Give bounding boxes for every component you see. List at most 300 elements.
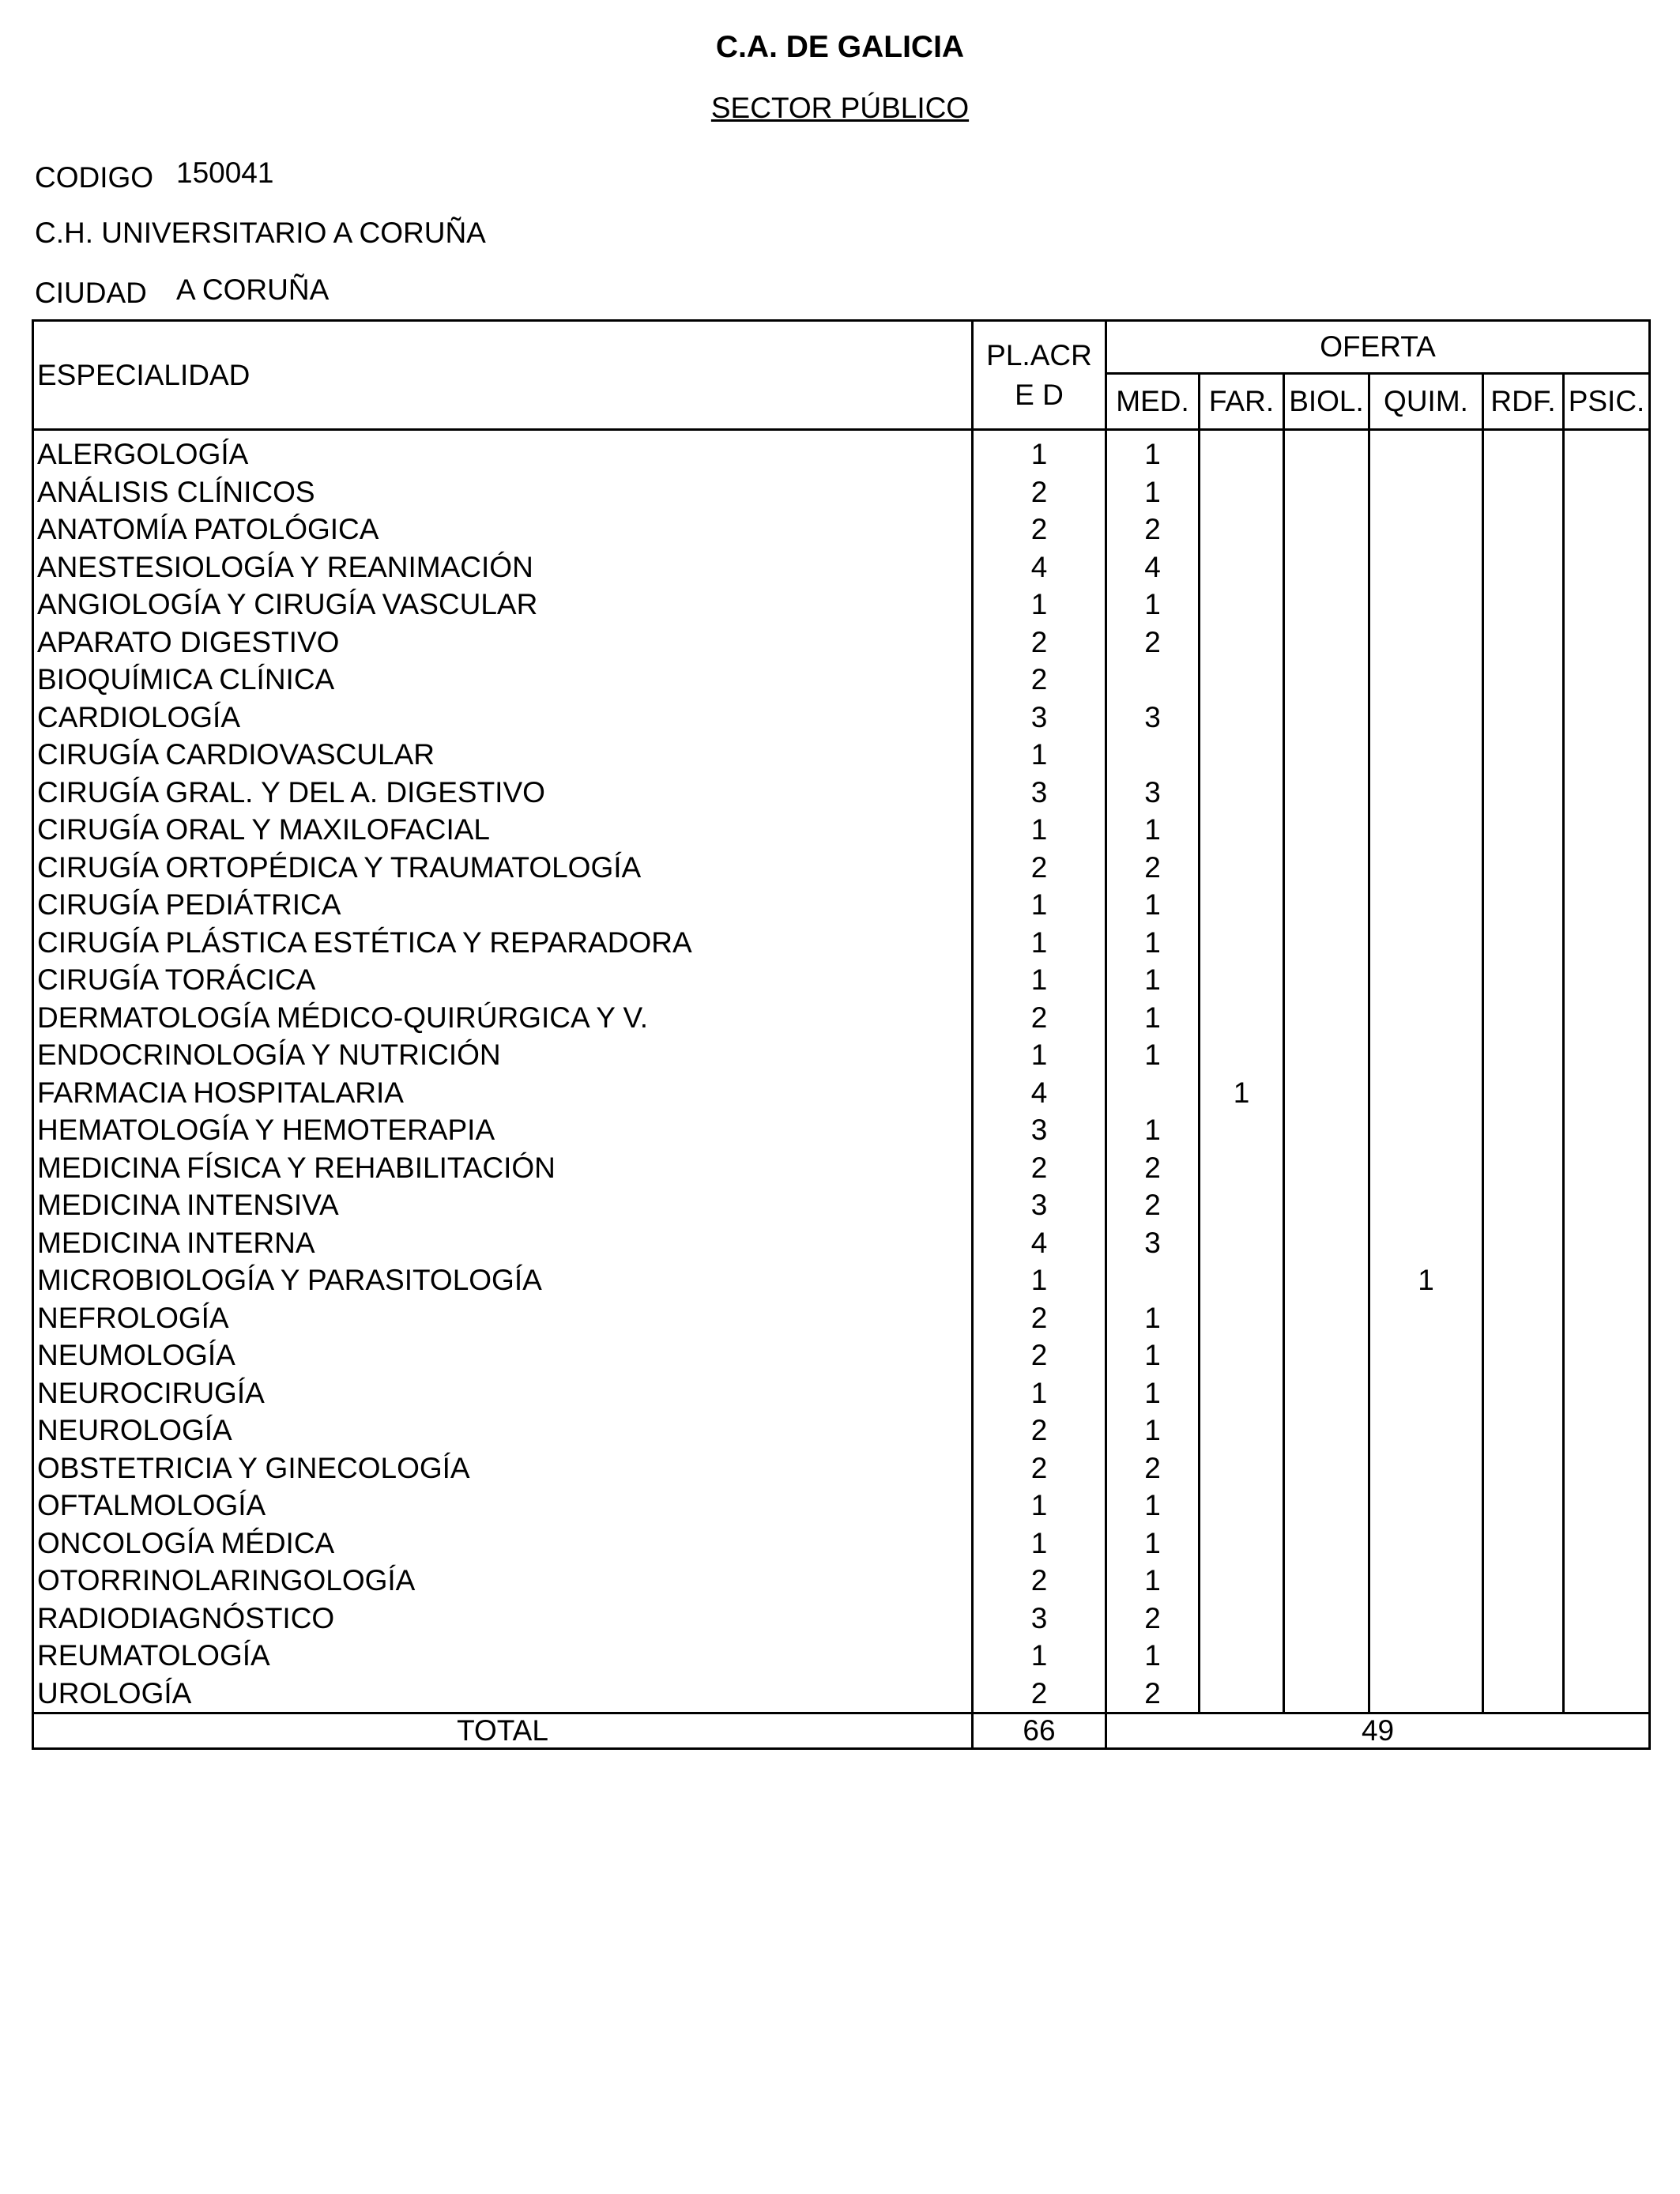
table-row	[33, 924, 1650, 962]
cell-quim	[1369, 586, 1483, 624]
cell-quim: 1	[1369, 1261, 1483, 1299]
total-label: TOTAL	[33, 1713, 973, 1749]
cell-med: 3	[1106, 1224, 1200, 1262]
cell-psic	[1564, 1186, 1650, 1224]
cell-med: 2	[1106, 624, 1200, 662]
header-biol: BIOL.	[1284, 374, 1369, 430]
cell-pl: 2	[973, 624, 1106, 662]
cell-psic	[1564, 1224, 1650, 1262]
table-row	[33, 1675, 1650, 1713]
cell-biol	[1284, 661, 1369, 699]
cell-biol	[1284, 924, 1369, 962]
cell-especialidad: CIRUGÍA GRAL. Y DEL A. DIGESTIVO	[33, 774, 973, 812]
cell-rdf	[1483, 1149, 1564, 1187]
cell-quim	[1369, 1675, 1483, 1713]
cell-psic	[1564, 1299, 1650, 1337]
cell-pl: 1	[973, 1525, 1106, 1563]
cell-psic	[1564, 1675, 1650, 1713]
cell-pl: 2	[973, 473, 1106, 511]
cell-rdf	[1483, 924, 1564, 962]
cell-rdf	[1483, 1336, 1564, 1374]
cell-especialidad: MICROBIOLOGÍA Y PARASITOLOGÍA	[33, 1261, 973, 1299]
cell-far	[1200, 999, 1284, 1037]
cell-especialidad: RADIODIAGNÓSTICO	[33, 1600, 973, 1638]
table-row	[33, 1336, 1650, 1374]
cell-psic	[1564, 1261, 1650, 1299]
table-row	[33, 961, 1650, 999]
table-row	[33, 1600, 1650, 1638]
cell-psic	[1564, 1374, 1650, 1412]
cell-rdf	[1483, 1412, 1564, 1449]
cell-far	[1200, 774, 1284, 812]
page-title: C.A. DE GALICIA	[715, 30, 965, 64]
cell-rdf	[1483, 886, 1564, 924]
table-row	[33, 1374, 1650, 1412]
cell-med: 1	[1106, 1036, 1200, 1074]
cell-biol	[1284, 811, 1369, 849]
cell-biol	[1284, 1224, 1369, 1262]
cell-pl: 1	[973, 1374, 1106, 1412]
cell-far	[1200, 1600, 1284, 1638]
table-row	[33, 849, 1650, 887]
cell-pl: 1	[973, 1261, 1106, 1299]
cell-biol	[1284, 774, 1369, 812]
cell-med: 2	[1106, 1600, 1200, 1638]
cell-psic	[1564, 661, 1650, 699]
cell-pl: 2	[973, 849, 1106, 887]
cell-especialidad: ONCOLOGÍA MÉDICA	[33, 1525, 973, 1563]
cell-psic	[1564, 1449, 1650, 1487]
cell-especialidad: CIRUGÍA ORAL Y MAXILOFACIAL	[33, 811, 973, 849]
cell-especialidad: CIRUGÍA PLÁSTICA ESTÉTICA Y REPARADORA	[33, 924, 973, 962]
header-plazas-acreditadas-text: PL.ACRE D	[986, 338, 1092, 411]
cell-psic	[1564, 624, 1650, 662]
cell-biol	[1284, 1074, 1369, 1112]
cell-far	[1200, 1525, 1284, 1563]
table-row	[33, 999, 1650, 1037]
cell-far	[1200, 736, 1284, 774]
cell-quim	[1369, 473, 1483, 511]
cell-quim	[1369, 1299, 1483, 1337]
cell-far	[1200, 624, 1284, 662]
cell-pl: 2	[973, 1336, 1106, 1374]
cell-med: 3	[1106, 699, 1200, 737]
cell-psic	[1564, 1412, 1650, 1449]
cell-psic	[1564, 1111, 1650, 1149]
cell-far	[1200, 1637, 1284, 1675]
cell-pl: 1	[973, 1487, 1106, 1525]
cell-quim	[1369, 511, 1483, 548]
table-row	[33, 1525, 1650, 1563]
cell-especialidad: NEUMOLOGÍA	[33, 1336, 973, 1374]
cell-far	[1200, 473, 1284, 511]
cell-far	[1200, 1299, 1284, 1337]
cell-especialidad: OFTALMOLOGÍA	[33, 1487, 973, 1525]
cell-med: 1	[1106, 586, 1200, 624]
table-row	[33, 1111, 1650, 1149]
table-row	[33, 1186, 1650, 1224]
cell-med: 2	[1106, 849, 1200, 887]
cell-rdf	[1483, 1374, 1564, 1412]
cell-psic	[1564, 586, 1650, 624]
cell-quim	[1369, 1562, 1483, 1600]
cell-especialidad: NEUROLOGÍA	[33, 1412, 973, 1449]
cell-especialidad: HEMATOLOGÍA Y HEMOTERAPIA	[33, 1111, 973, 1149]
hospital-name: C.H. UNIVERSITARIO A CORUÑA	[35, 217, 486, 249]
cell-rdf	[1483, 1074, 1564, 1112]
cell-rdf	[1483, 1449, 1564, 1487]
cell-far	[1200, 849, 1284, 887]
cell-med: 1	[1106, 1374, 1200, 1412]
table-row	[33, 624, 1650, 662]
cell-psic	[1564, 548, 1650, 586]
cell-med: 1	[1106, 1111, 1200, 1149]
cell-far	[1200, 1449, 1284, 1487]
cell-rdf	[1483, 736, 1564, 774]
cell-psic	[1564, 430, 1650, 473]
cell-especialidad: REUMATOLOGÍA	[33, 1637, 973, 1675]
cell-med: 1	[1106, 999, 1200, 1037]
cell-rdf	[1483, 774, 1564, 812]
cell-pl: 1	[973, 430, 1106, 473]
cell-biol	[1284, 1675, 1369, 1713]
cell-biol	[1284, 1261, 1369, 1299]
cell-med: 2	[1106, 1186, 1200, 1224]
cell-psic	[1564, 924, 1650, 962]
cell-quim	[1369, 699, 1483, 737]
cell-quim	[1369, 736, 1483, 774]
cell-rdf	[1483, 811, 1564, 849]
cell-rdf	[1483, 624, 1564, 662]
cell-far	[1200, 1336, 1284, 1374]
cell-biol	[1284, 886, 1369, 924]
cell-far	[1200, 548, 1284, 586]
table-row	[33, 511, 1650, 548]
cell-biol	[1284, 624, 1369, 662]
table-row	[33, 1299, 1650, 1337]
header-rdf: RDF.	[1483, 374, 1564, 430]
ciudad-label: CIUDAD	[35, 277, 147, 309]
table-row	[33, 1562, 1650, 1600]
cell-pl: 2	[973, 1675, 1106, 1713]
cell-psic	[1564, 1525, 1650, 1563]
table-row	[33, 1224, 1650, 1262]
cell-med	[1106, 1074, 1200, 1112]
cell-rdf	[1483, 1562, 1564, 1600]
cell-biol	[1284, 1336, 1369, 1374]
cell-especialidad: MEDICINA INTERNA	[33, 1224, 973, 1262]
cell-pl: 2	[973, 511, 1106, 548]
subtitle-text: SECTOR PÚBLICO	[710, 92, 970, 124]
header-med: MED.	[1106, 374, 1200, 430]
cell-med	[1106, 736, 1200, 774]
cell-pl: 2	[973, 1149, 1106, 1187]
cell-far	[1200, 811, 1284, 849]
cell-far	[1200, 1149, 1284, 1187]
header-far: FAR.	[1200, 374, 1284, 430]
cell-pl: 4	[973, 1224, 1106, 1262]
cell-med: 2	[1106, 1149, 1200, 1187]
header-plazas-acreditadas	[973, 321, 1106, 430]
cell-far	[1200, 1111, 1284, 1149]
cell-especialidad: ANATOMÍA PATOLÓGICA	[33, 511, 973, 548]
cell-especialidad: APARATO DIGESTIVO	[33, 624, 973, 662]
table-row	[33, 811, 1650, 849]
cell-pl: 1	[973, 886, 1106, 924]
cell-rdf	[1483, 849, 1564, 887]
cell-quim	[1369, 849, 1483, 887]
cell-rdf	[1483, 430, 1564, 473]
cell-quim	[1369, 1449, 1483, 1487]
cell-far	[1200, 1562, 1284, 1600]
cell-especialidad: NEFROLOGÍA	[33, 1299, 973, 1337]
cell-rdf	[1483, 1224, 1564, 1262]
cell-rdf	[1483, 1637, 1564, 1675]
cell-especialidad: MEDICINA INTENSIVA	[33, 1186, 973, 1224]
cell-biol	[1284, 736, 1369, 774]
table-row	[33, 661, 1650, 699]
cell-rdf	[1483, 473, 1564, 511]
cell-pl: 1	[973, 1036, 1106, 1074]
cell-biol	[1284, 849, 1369, 887]
codigo-label: CODIGO	[35, 161, 154, 194]
cell-psic	[1564, 699, 1650, 737]
cell-quim	[1369, 1186, 1483, 1224]
cell-biol	[1284, 1412, 1369, 1449]
cell-quim	[1369, 1487, 1483, 1525]
cell-pl: 3	[973, 699, 1106, 737]
cell-especialidad: CIRUGÍA ORTOPÉDICA Y TRAUMATOLOGÍA	[33, 849, 973, 887]
table-row	[33, 548, 1650, 586]
cell-rdf	[1483, 1600, 1564, 1638]
cell-biol	[1284, 1637, 1369, 1675]
cell-psic	[1564, 736, 1650, 774]
cell-pl: 3	[973, 774, 1106, 812]
cell-especialidad: BIOQUÍMICA CLÍNICA	[33, 661, 973, 699]
cell-pl: 3	[973, 1186, 1106, 1224]
codigo-value: 150041	[176, 156, 274, 189]
cell-especialidad: NEUROCIRUGÍA	[33, 1374, 973, 1412]
cell-psic	[1564, 886, 1650, 924]
cell-med: 1	[1106, 1487, 1200, 1525]
cell-far	[1200, 586, 1284, 624]
cell-quim	[1369, 430, 1483, 473]
cell-pl: 2	[973, 1562, 1106, 1600]
table-row	[33, 1036, 1650, 1074]
total-plazas: 66	[973, 1713, 1106, 1749]
cell-med: 1	[1106, 430, 1200, 473]
cell-med: 1	[1106, 961, 1200, 999]
table-row	[33, 1487, 1650, 1525]
cell-quim	[1369, 1600, 1483, 1638]
cell-med	[1106, 1261, 1200, 1299]
cell-quim	[1369, 1336, 1483, 1374]
cell-rdf	[1483, 1111, 1564, 1149]
cell-pl: 2	[973, 1299, 1106, 1337]
cell-rdf	[1483, 699, 1564, 737]
cell-biol	[1284, 1299, 1369, 1337]
cell-biol	[1284, 961, 1369, 999]
cell-especialidad: ALERGOLOGÍA	[33, 430, 973, 473]
cell-pl: 2	[973, 1412, 1106, 1449]
cell-pl: 1	[973, 811, 1106, 849]
cell-rdf	[1483, 511, 1564, 548]
cell-biol	[1284, 1487, 1369, 1525]
cell-psic	[1564, 1562, 1650, 1600]
cell-far	[1200, 430, 1284, 473]
cell-quim	[1369, 1412, 1483, 1449]
cell-quim	[1369, 1111, 1483, 1149]
table-row	[33, 736, 1650, 774]
cell-quim	[1369, 886, 1483, 924]
cell-biol	[1284, 586, 1369, 624]
cell-pl: 2	[973, 999, 1106, 1037]
table-row	[33, 1149, 1650, 1187]
cell-rdf	[1483, 661, 1564, 699]
cell-pl: 4	[973, 1074, 1106, 1112]
cell-quim	[1369, 999, 1483, 1037]
cell-biol	[1284, 1149, 1369, 1187]
table-row	[33, 886, 1650, 924]
cell-psic	[1564, 511, 1650, 548]
cell-quim	[1369, 1074, 1483, 1112]
cell-biol	[1284, 1525, 1369, 1563]
ciudad-value: A CORUÑA	[176, 273, 330, 306]
cell-med: 1	[1106, 924, 1200, 962]
cell-biol	[1284, 1036, 1369, 1074]
cell-far	[1200, 699, 1284, 737]
cell-far	[1200, 1487, 1284, 1525]
cell-med: 2	[1106, 1675, 1200, 1713]
cell-pl: 2	[973, 661, 1106, 699]
cell-quim	[1369, 548, 1483, 586]
cell-especialidad: ANESTESIOLOGÍA Y REANIMACIÓN	[33, 548, 973, 586]
cell-quim	[1369, 1525, 1483, 1563]
cell-rdf	[1483, 1261, 1564, 1299]
cell-far	[1200, 886, 1284, 924]
cell-quim	[1369, 1036, 1483, 1074]
cell-psic	[1564, 1074, 1650, 1112]
cell-biol	[1284, 1449, 1369, 1487]
cell-quim	[1369, 624, 1483, 662]
cell-med: 1	[1106, 1562, 1200, 1600]
cell-quim	[1369, 661, 1483, 699]
table-row	[33, 1637, 1650, 1675]
header-psic: PSIC.	[1564, 374, 1650, 430]
cell-psic	[1564, 1600, 1650, 1638]
cell-far	[1200, 1224, 1284, 1262]
cell-pl: 1	[973, 736, 1106, 774]
cell-biol	[1284, 473, 1369, 511]
cell-far	[1200, 924, 1284, 962]
cell-pl: 3	[973, 1111, 1106, 1149]
cell-pl: 3	[973, 1600, 1106, 1638]
cell-psic	[1564, 1487, 1650, 1525]
header-especialidad: ESPECIALIDAD	[33, 321, 973, 430]
cell-especialidad: OBSTETRICIA Y GINECOLOGÍA	[33, 1449, 973, 1487]
cell-pl: 4	[973, 548, 1106, 586]
cell-med: 1	[1106, 1637, 1200, 1675]
cell-rdf	[1483, 548, 1564, 586]
table-row	[33, 1074, 1650, 1112]
cell-biol	[1284, 999, 1369, 1037]
cell-med: 1	[1106, 886, 1200, 924]
total-row	[33, 1713, 1650, 1749]
cell-quim	[1369, 961, 1483, 999]
cell-pl: 1	[973, 961, 1106, 999]
cell-quim	[1369, 774, 1483, 812]
cell-rdf	[1483, 1487, 1564, 1525]
cell-biol	[1284, 1562, 1369, 1600]
cell-psic	[1564, 473, 1650, 511]
cell-quim	[1369, 1224, 1483, 1262]
table-row	[33, 1261, 1650, 1299]
cell-med: 1	[1106, 473, 1200, 511]
cell-especialidad: CIRUGÍA CARDIOVASCULAR	[33, 736, 973, 774]
cell-psic	[1564, 1149, 1650, 1187]
table-row	[33, 430, 1650, 473]
cell-especialidad: MEDICINA FÍSICA Y REHABILITACIÓN	[33, 1149, 973, 1187]
cell-especialidad: ANÁLISIS CLÍNICOS	[33, 473, 973, 511]
cell-quim	[1369, 924, 1483, 962]
cell-med: 2	[1106, 1449, 1200, 1487]
cell-pl: 1	[973, 586, 1106, 624]
cell-biol	[1284, 1600, 1369, 1638]
cell-especialidad: DERMATOLOGÍA MÉDICO-QUIRÚRGICA Y V.	[33, 999, 973, 1037]
table-row	[33, 586, 1650, 624]
cell-med	[1106, 661, 1200, 699]
table-body	[33, 430, 1650, 1713]
table-row	[33, 774, 1650, 812]
cell-rdf	[1483, 586, 1564, 624]
cell-biol	[1284, 1374, 1369, 1412]
cell-med: 1	[1106, 1525, 1200, 1563]
cell-far	[1200, 1675, 1284, 1713]
cell-psic	[1564, 849, 1650, 887]
cell-med: 1	[1106, 1336, 1200, 1374]
cell-med: 1	[1106, 1299, 1200, 1337]
table-row	[33, 473, 1650, 511]
page-subtitle	[0, 92, 1680, 125]
cell-pl: 2	[973, 1449, 1106, 1487]
cell-med: 1	[1106, 811, 1200, 849]
cell-biol	[1284, 1111, 1369, 1149]
total-oferta: 49	[1106, 1713, 1650, 1749]
cell-rdf	[1483, 961, 1564, 999]
cell-far	[1200, 661, 1284, 699]
cell-psic	[1564, 1637, 1650, 1675]
cell-rdf	[1483, 1675, 1564, 1713]
cell-especialidad: CIRUGÍA TORÁCICA	[33, 961, 973, 999]
cell-med: 2	[1106, 511, 1200, 548]
cell-med: 3	[1106, 774, 1200, 812]
cell-pl: 1	[973, 924, 1106, 962]
cell-biol	[1284, 430, 1369, 473]
cell-far	[1200, 1186, 1284, 1224]
cell-quim	[1369, 1149, 1483, 1187]
header-quim: QUIM.	[1369, 374, 1483, 430]
cell-rdf	[1483, 999, 1564, 1037]
cell-rdf	[1483, 1525, 1564, 1563]
header-oferta: OFERTA	[1106, 321, 1650, 374]
cell-far	[1200, 1412, 1284, 1449]
cell-far: 1	[1200, 1074, 1284, 1112]
cell-especialidad: OTORRINOLARINGOLOGÍA	[33, 1562, 973, 1600]
cell-biol	[1284, 548, 1369, 586]
cell-med: 4	[1106, 548, 1200, 586]
cell-far	[1200, 511, 1284, 548]
cell-biol	[1284, 511, 1369, 548]
